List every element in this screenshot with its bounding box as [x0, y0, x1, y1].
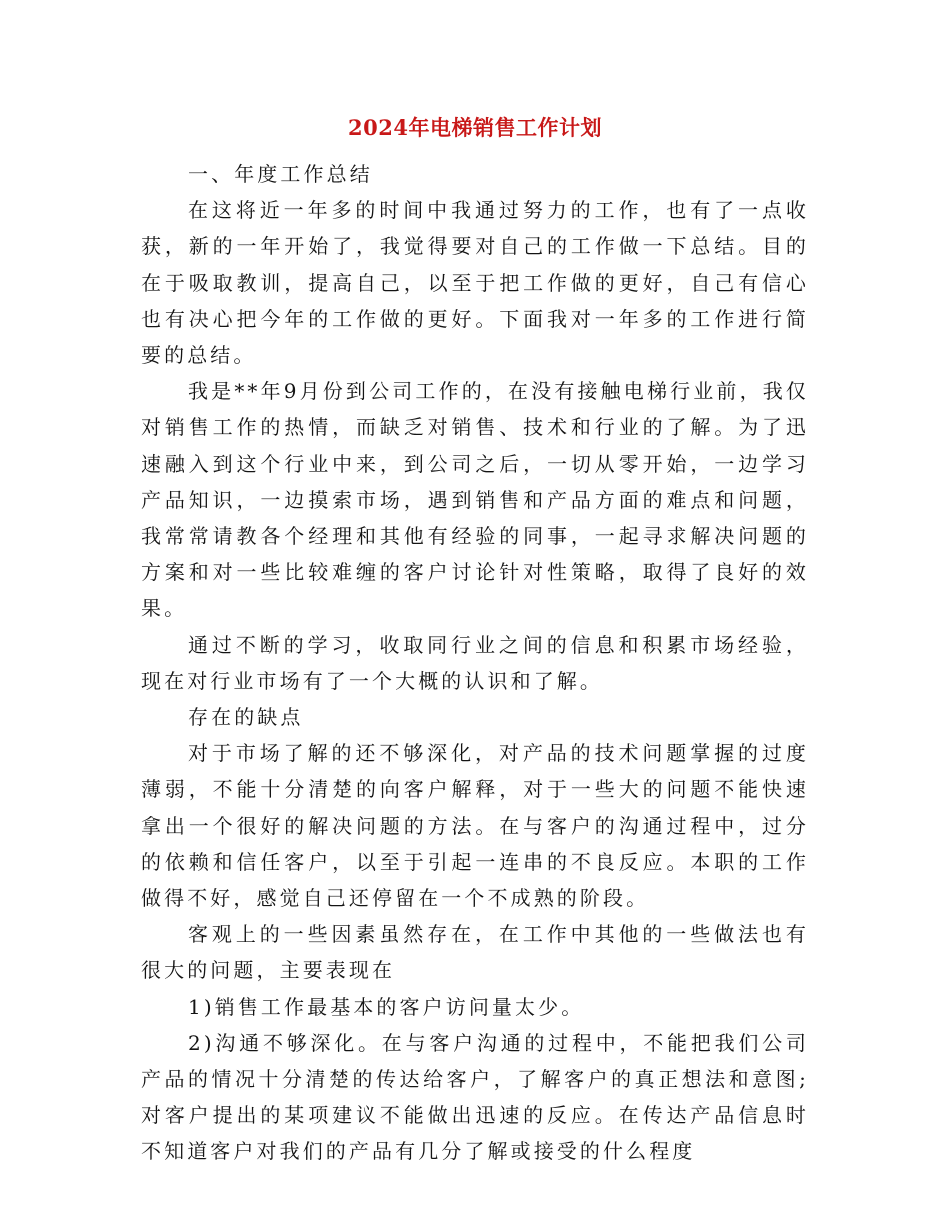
section-heading: 一、年度工作总结: [188, 162, 373, 186]
paragraph: 客观上的一些因素虽然存在，在工作中其他的一些做法也有很大的问题，主要表现在: [141, 922, 809, 983]
subheading: 存在的缺点: [188, 705, 304, 730]
paragraph: 在这将近一年多的时间中我通过努力的工作，也有了一点收获，新的一年开始了，我觉得要对自己的工作做一下总结。目的在于吸取教训，提高自己，以至于把工作做的更好，自己有信心也有决心把今年的工作做的更好。下面我对一年多的工作进行简要的总结。: [141, 198, 809, 368]
document-title: 2024年电梯销售工作计划: [348, 115, 602, 140]
list-item: 2)沟通不够深化。在与客户沟通的过程中，不能把我们公司产品的情况十分清楚的传达给客户，了解客户的真正想法和意图;对客户提出的某项建议不能做出迅速的反应。在传达产品信息时不知道客户对我们的产品有几分了解或接受的什么程度: [141, 1030, 809, 1164]
document-body: [141, 156, 809, 1170]
paragraph: 通过不断的学习，收取同行业之间的信息和积累市场经验，现在对行业市场有了一个大概的认识和了解。: [141, 632, 809, 693]
paragraph: 对于市场了解的还不够深化，对产品的技术问题掌握的过度薄弱，不能十分清楚的向客户解释，对于一些大的问题不能快速拿出一个很好的解决问题的方法。在与客户的沟通过程中，过分的依赖和信任客户，以至于引起一连串的不良反应。本职的工作做得不好，感觉自己还停留在一个不成熟的阶段。: [141, 741, 809, 911]
paragraph: 我是**年9月份到公司工作的，在没有接触电梯行业前，我仅对销售工作的热情，而缺乏对销售、技术和行业的了解。为了迅速融入到这个行业中来，到公司之后，一切从零开始，一边学习产品知识，一边摸索市场，遇到销售和产品方面的难点和问题，我常常请教各个经理和其他有经验的同事，一起寻求解决问题的方案和对一些比较难缠的客户讨论针对性策略，取得了良好的效果。: [141, 379, 809, 621]
list-item: 1)销售工作最基本的客户访问量太少。: [188, 994, 585, 1019]
